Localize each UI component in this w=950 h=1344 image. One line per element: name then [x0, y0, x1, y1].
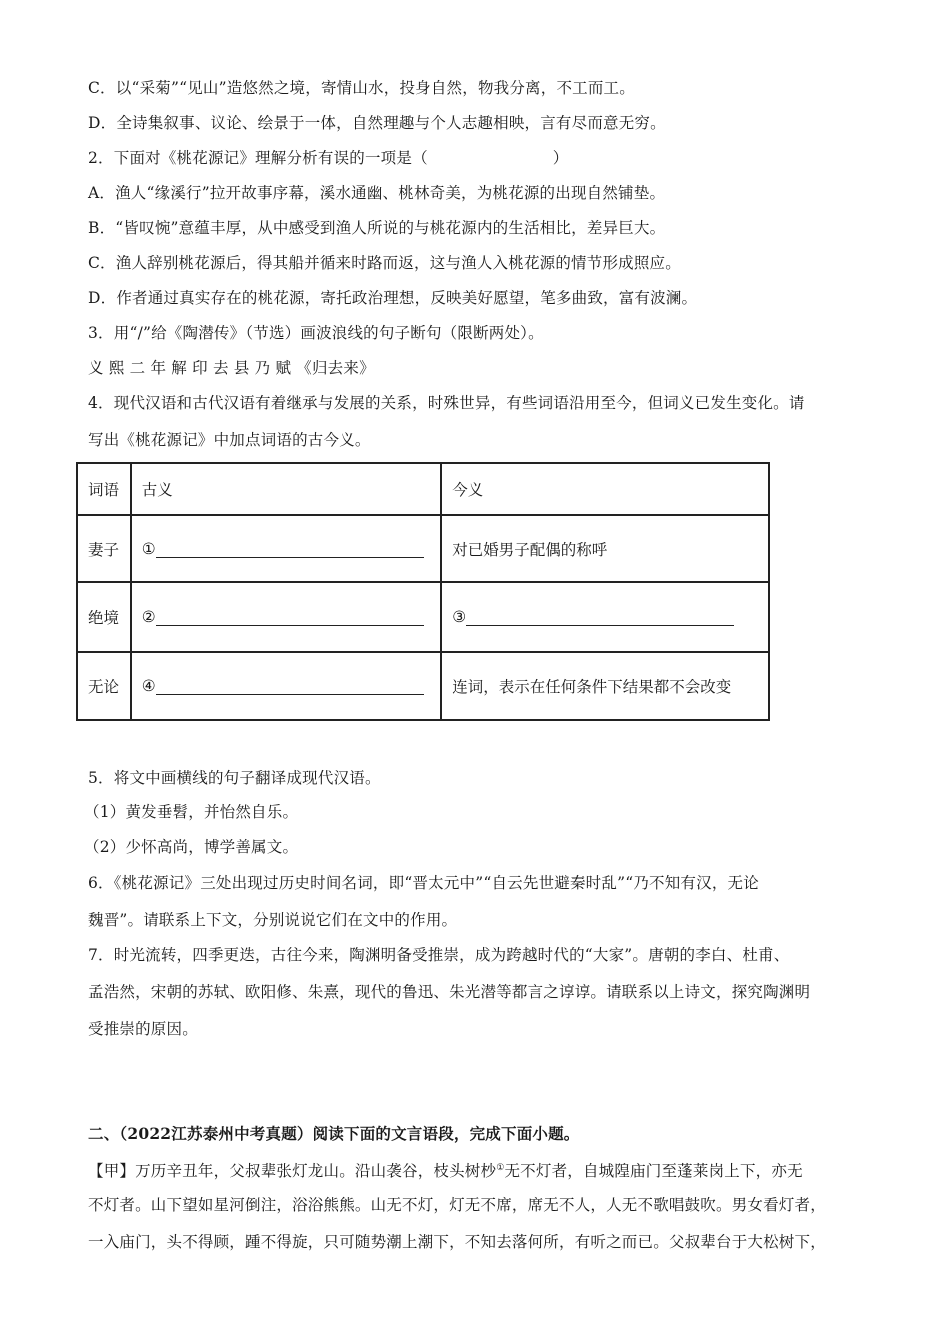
table-row — [77, 652, 769, 720]
q5-sentence-2: （2）少怀高尚，博学善属文。 — [84, 838, 299, 856]
passage-text: 【甲】万历辛丑年，父叔辈张灯龙山。沿山袭谷，枝头树杪 — [88, 1162, 497, 1181]
q2-stem — [88, 148, 568, 168]
header-ancient-meaning: 古义 — [131, 463, 442, 515]
gloss-table — [76, 462, 770, 721]
q7-line2: 孟浩然，宋朝的苏轼、欧阳修、朱熹，现代的鲁迅、朱光潜等都言之谆谆。请联系以上诗文，探究陶渊明 — [88, 983, 811, 1001]
q3-sentence: 义 熙 二 年 解 印 去 县 乃 赋 《归去来》 — [88, 359, 375, 377]
word-cell: 妻子 — [77, 515, 131, 582]
q1-option-d: D．全诗集叙事、议论、绘景于一体，自然理趣与个人志趣相映，言有尽而意无穷。 — [88, 114, 666, 132]
q7-line3: 受推崇的原因。 — [88, 1020, 198, 1038]
word-cell: 无论 — [77, 652, 131, 720]
q6-line1: 6．《桃花源记》三处出现过历史时间名词，即“晋太元中”“自云先世避秦时乱”“乃不知有汉，无论 — [88, 874, 759, 892]
q2-stem-close: ） — [552, 149, 569, 167]
modern-meaning-cell: 连词，表示在任何条件下结果都不会改变 — [441, 652, 769, 720]
passage-line2: 不灯者。山下望如星河倒注，浴浴熊熊。山无不灯，灯无不席，席无不人，人无不歌唱鼓吹。男女看灯者， — [88, 1196, 826, 1214]
answer-marker: ① — [141, 539, 156, 558]
table-row — [77, 515, 769, 582]
answer-marker: ④ — [141, 677, 156, 695]
modern-meaning-cell: 对已婚男子配偶的称呼 — [441, 515, 769, 582]
q5-sentence-1: （1）黄发垂髫，并怡然自乐。 — [84, 803, 299, 821]
q3-stem: 3．用“/”给《陶潜传》（节选）画波浪线的句子断句（限断两处）。 — [88, 324, 544, 342]
q6-line2: 魏晋”。请联系上下文，分别说说它们在文中的作用。 — [88, 911, 458, 929]
passage-line1 — [88, 1158, 803, 1181]
table-header-row — [77, 463, 769, 515]
passage-line3: 一入庙门，头不得顾，踵不得旋，只可随势潮上潮下，不知去落何所，有听之而已。父叔辈台于大松树下， — [88, 1233, 826, 1251]
header-modern-meaning: 今义 — [441, 463, 769, 515]
q2-option-a: A．渔人“缘溪行”拉开故事序幕，溪水通幽、桃林奇美，为桃花源的出现自然铺垫。 — [88, 184, 666, 202]
q7-line1: 7．时光流转，四季更迭，古往今来，陶渊明备受推崇，成为跨越时代的“大家”。唐朝的李白、杜甫、 — [88, 946, 790, 964]
answer-line[interactable] — [156, 609, 424, 626]
ancient-answer-cell[interactable] — [131, 515, 442, 582]
answer-line[interactable] — [156, 541, 424, 558]
passage-text: 无不灯者，自城隍庙门至蓬莱岗上下，亦无 — [504, 1162, 803, 1181]
q4-stem-line2: 写出《桃花源记》中加点词语的古今义。 — [88, 431, 371, 449]
q2-option-b: B．“皆叹惋”意蕴丰厚，从中感受到渔人所说的与桃花源内的生活相比，差异巨大。 — [88, 219, 666, 237]
modern-answer-cell[interactable] — [441, 582, 769, 652]
footnote-marker[interactable]: ① — [496, 1163, 505, 1173]
q2-option-d: D．作者通过真实存在的桃花源，寄托政治理想，反映美好愿望，笔多曲致，富有波澜。 — [88, 289, 698, 307]
q1-option-c: C．以“采菊”“见山”造悠然之境，寄情山水，投身自然，物我分离，不工而工。 — [88, 79, 635, 97]
section2-heading: 二、（2022江苏泰州中考真题）阅读下面的文言语段，完成下面小题。 — [88, 1124, 580, 1143]
answer-marker: ③ — [452, 608, 467, 626]
header-word: 词语 — [77, 463, 131, 515]
answer-marker: ② — [141, 608, 156, 626]
q2-option-c: C．渔人辞别桃花源后，得其船并循来时路而返，这与渔人入桃花源的情节形成照应。 — [88, 254, 681, 272]
ancient-answer-cell[interactable] — [131, 582, 442, 652]
answer-line[interactable] — [156, 678, 424, 695]
table-row — [77, 582, 769, 652]
ancient-answer-cell[interactable] — [131, 652, 442, 720]
word-cell: 绝境 — [77, 582, 131, 652]
q5-stem: 5．将文中画横线的句子翻译成现代汉语。 — [88, 769, 381, 787]
answer-line[interactable] — [466, 609, 734, 626]
q4-stem-line1: 4．现代汉语和古代汉语有着继承与发展的关系，时殊世异，有些词语沿用至今，但词义已发生变化。请 — [88, 394, 805, 412]
q2-stem-text: 2．下面对《桃花源记》理解分析有误的一项是（ — [88, 149, 428, 167]
answer-blank[interactable] — [428, 149, 553, 163]
